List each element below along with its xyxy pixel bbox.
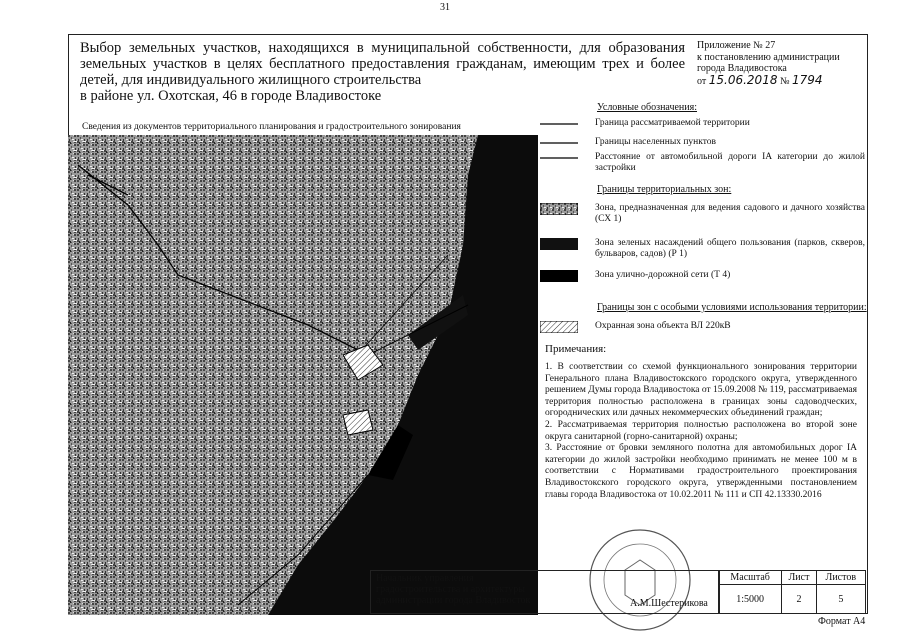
map-subtitle: Сведения из документов территориального планирования и градостроительного зонирования xyxy=(82,122,461,132)
legend-settlement-boundary: Границы населенных пунктов xyxy=(595,137,717,147)
title-line-1: Выбор земельных участков, находящихся в муниципальной собственности, для образования земельных участков в целях бесплатного предоставления гражданам, имеющим трех и более детей, для индивидуального жилищного строительства xyxy=(80,40,685,88)
number-label: № xyxy=(779,75,790,87)
signer-title-line-1: Начальник управления xyxy=(376,573,474,584)
garden-zone-swatch xyxy=(540,203,578,215)
line-symbol-icon xyxy=(540,122,578,126)
legend-title: Условные обозначения: xyxy=(597,102,698,113)
signer-title-line-3: администрации города Владивосток xyxy=(376,595,531,606)
decree-number: 1794 xyxy=(792,72,823,87)
legend-garden-zone: Зона, предназначенная для ведения садового и дачного хозяйства (СХ 1) xyxy=(595,203,865,224)
sheet-value: 2 xyxy=(782,585,816,614)
signer-title xyxy=(376,573,576,606)
sheets-value: 5 xyxy=(816,585,865,614)
site-plot-2 xyxy=(343,410,373,435)
page-number: 31 xyxy=(440,2,450,13)
zoning-map xyxy=(68,135,538,615)
legend-road-distance: Расстояние от автомобильной дороги IA категории до жилой застройки xyxy=(595,152,865,173)
note-3: 3. Расстояние от бровки земляного полотна для автомобильных дорог IA категории до жилой застройки необходимо принимать не менее 100 м в соответствии с Нормативами градостроительного проектирования Владивостокского городского округа, утвержденными постановлением главы города Владивостока от 10.02.2011 № 111 и СП 42.13330.2016 xyxy=(545,443,857,500)
signer-name: А.М.Шестерикова xyxy=(630,598,708,609)
decree-date: 15.06.2018 xyxy=(708,72,778,87)
line-symbol-icon xyxy=(540,141,578,145)
special-section-title: Границы зон с особыми условиями использования территории: xyxy=(597,302,867,313)
scale-label: Масштаб xyxy=(719,571,782,585)
title-line-2: в районе ул. Охотская, 46 в городе Владивостоке xyxy=(80,88,382,104)
note-2: 2. Рассматриваемая территория полностью расположена во второй зоне округа санитарной (горно-санитарной) охраны; xyxy=(545,419,857,442)
signer-title-line-2: градостроительства и архитектуры xyxy=(376,584,525,595)
notes-title: Примечания: xyxy=(545,343,607,355)
scale-value: 1:5000 xyxy=(719,585,782,614)
sheets-label: Листов xyxy=(816,571,865,585)
park-zone-swatch xyxy=(540,238,578,250)
hatch-swatch xyxy=(540,321,578,333)
notes-block xyxy=(545,362,857,501)
legend-powerline-zone: Охранная зона объекта ВЛ 220кВ xyxy=(595,321,731,331)
legend-park-zone: Зона зеленых насаждений общего пользования (парков, скверов, бульваров, садов) (Р 1) xyxy=(595,238,865,259)
sheet-meta-table xyxy=(718,570,866,614)
road-zone-swatch xyxy=(540,270,578,282)
legend-road-zone: Зона улично-дорожной сети (Т 4) xyxy=(595,270,731,280)
appendix-line-1: Приложение № 27 xyxy=(697,40,776,51)
line-symbol-icon xyxy=(540,156,578,160)
sheet-label: Лист xyxy=(782,571,816,585)
zones-section-title: Границы территориальных зон: xyxy=(597,184,732,195)
legend-study-boundary: Граница рассматриваемой территории xyxy=(595,118,750,128)
note-1: 1. В соответствии со схемой функционального зонирования территории Генерального плана Владивостокского городского округа, утвержденного решением Думы города Владивостока от 15.09.2008 № 119, рассматриваемая территория полностью расположена в границах зоны садоводческих, огороднических или дачных некоммерческих объединений граждан; xyxy=(545,362,857,419)
from-label: от xyxy=(697,75,707,87)
appendix-date-line xyxy=(697,72,862,88)
appendix-block xyxy=(697,40,862,87)
appendix-line-2: к постановлению администрации xyxy=(697,51,840,63)
paper-format: Формат А4 xyxy=(818,616,866,627)
appendix-line-3: города Владивостока xyxy=(697,63,787,74)
document-title xyxy=(80,40,685,104)
